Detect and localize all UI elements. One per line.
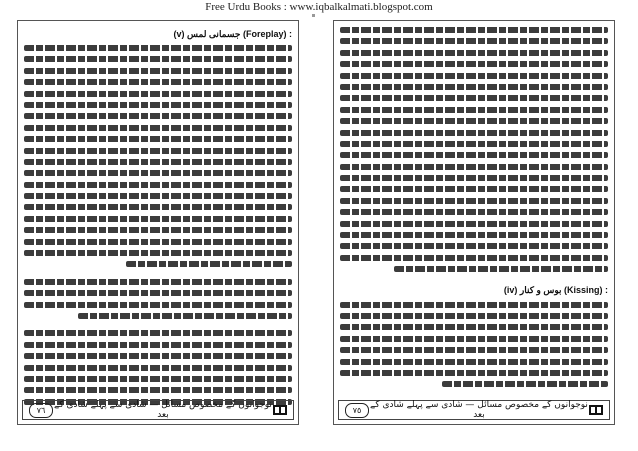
right-footer-title: نوجوانوں کے مخصوص مسائل — شادی سے پہلے شادی کے بعد	[370, 400, 588, 420]
book-icon	[589, 405, 603, 415]
left-page-body	[24, 27, 292, 396]
kissing-heading: (iv) بوس و کنار (Kissing) :	[503, 285, 608, 296]
left-paragraph-1	[24, 45, 292, 267]
site-watermark: Free Urdu Books : www.iqbalkalmati.blogspot.com	[205, 1, 433, 13]
left-paragraph-3	[24, 330, 292, 404]
right-page	[333, 20, 615, 425]
right-page-footer	[338, 400, 610, 420]
left-page-heading	[24, 27, 292, 41]
foreplay-heading: (v) جسمانی لمس (Foreplay) :	[173, 28, 292, 39]
left-page-number: ٧٦	[29, 403, 53, 418]
left-paragraph-2	[24, 279, 292, 319]
left-page-footer	[22, 400, 294, 420]
left-page	[17, 20, 299, 425]
right-page-heading	[340, 284, 608, 298]
right-paragraph-2	[340, 302, 608, 388]
page-spine-mark	[312, 14, 315, 17]
right-paragraph-1	[340, 27, 608, 272]
right-page-body	[340, 27, 608, 396]
left-footer-title: نوجوانوں کے مخصوص مسائل — شادی سے پہلے شادی کے بعد	[54, 400, 272, 420]
right-page-number: ٧٥	[345, 403, 369, 418]
book-icon	[273, 405, 287, 415]
